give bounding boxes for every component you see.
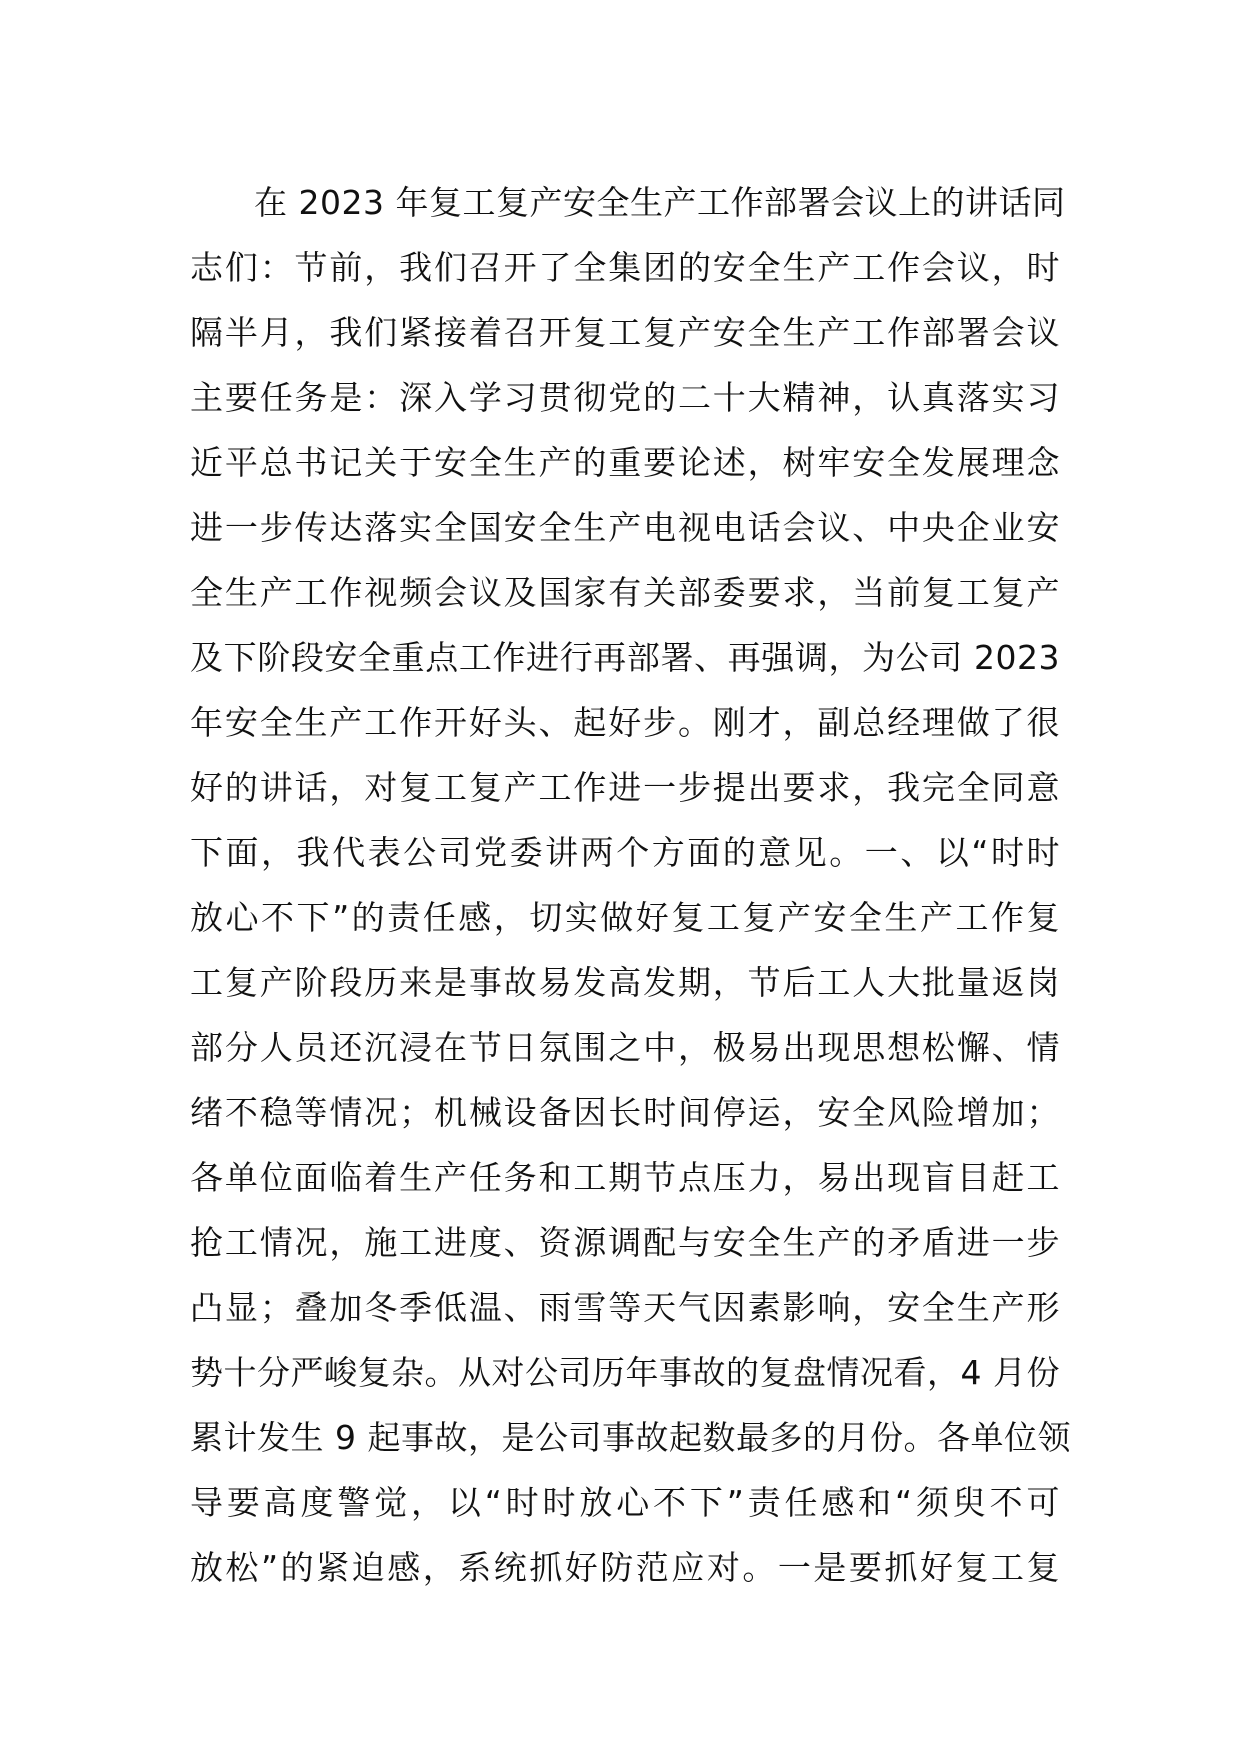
text-line: 抢工情况，施工进度、资源调配与安全生产的矛盾进一步: [190, 1223, 1060, 1262]
text-line: 进一步传达落实全国安全生产电视电话会议、中央企业安: [190, 508, 1060, 547]
text-line: 主要任务是：深入学习贯彻党的二十大精神，认真落实习: [190, 378, 1060, 417]
text-line: 势十分严峻复杂。从对公司历年事故的复盘情况看，4 月份: [190, 1353, 1060, 1392]
text-line: 近平总书记关于安全生产的重要论述，树牢安全发展理念: [190, 443, 1060, 482]
text-line: 在 2023 年复工复产安全生产工作部署会议上的讲话同: [254, 183, 1066, 222]
text-line: 志们：节前，我们召开了全集团的安全生产工作会议，时: [190, 248, 1060, 287]
text-line: 放心不下”的责任感，切实做好复工复产安全生产工作复: [190, 898, 1060, 937]
text-line: 导要高度警觉，以“时时放心不下”责任感和“须臾不可: [190, 1483, 1060, 1522]
text-line: 部分人员还沉浸在节日氛围之中，极易出现思想松懈、情: [190, 1028, 1060, 1067]
text-line: 凸显；叠加冬季低温、雨雪等天气因素影响，安全生产形: [190, 1288, 1060, 1327]
text-line: 全生产工作视频会议及国家有关部委要求，当前复工复产: [190, 573, 1060, 612]
text-line: 及下阶段安全重点工作进行再部署、再强调，为公司 2023: [190, 638, 1060, 677]
text-line: 各单位面临着生产任务和工期节点压力，易出现盲目赶工: [190, 1158, 1060, 1197]
text-line: 绪不稳等情况；机械设备因长时间停运，安全风险增加；: [190, 1093, 1060, 1132]
text-line: 隔半月，我们紧接着召开复工复产安全生产工作部署会议: [190, 313, 1060, 352]
text-line: 年安全生产工作开好头、起好步。刚才，副总经理做了很: [190, 703, 1060, 742]
speech-body-text: [190, 170, 1071, 1600]
text-line: 好的讲话，对复工复产工作进一步提出要求，我完全同意: [190, 768, 1060, 807]
text-line: 累计发生 9 起事故，是公司事故起数最多的月份。各单位领: [190, 1418, 1071, 1457]
text-line: 放松”的紧迫感，系统抓好防范应对。一是要抓好复工复: [190, 1548, 1060, 1587]
text-line: 下面，我代表公司党委讲两个方面的意见。一、以“时时: [190, 833, 1060, 872]
text-line: 工复产阶段历来是事故易发高发期，节后工人大批量返岗: [190, 963, 1060, 1002]
